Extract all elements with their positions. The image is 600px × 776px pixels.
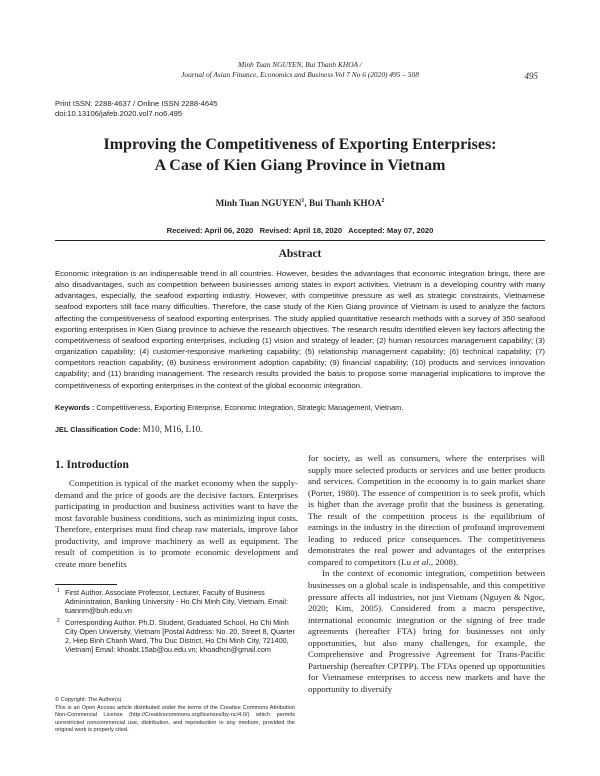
keywords-label: Keywords : (55, 403, 95, 412)
author-separator: , (304, 198, 310, 209)
header-divider (55, 240, 545, 241)
doi-line: doi:10.13106/jafeb.2020.vol7.no6.495 (55, 109, 183, 118)
abstract-body: Economic integration is an indispensable trend in all countries. However, besides the advantages that economic integration brings, there are also disadvantages, such as competition between businesses among states in export activities. Vietnam is a developing country with many advantages, especially, the seafood exporting industry. However, with competitive pressure as well as strategic constraints, Vietnamese seafood exporters still face many difficulties. Therefore, the case study of the Kien Giang province of Vietnam is used to analyze the factors affecting the competitiveness of seafood exporting enterprises. The study applied quantitative research methods with a survey of 350 seafood exporting enterprises in Kien Giang province to achieve the research objectives. The research results identified eleven key factors affecting the competitiveness of seafood exporting enterprises, including (1) vision and strategy of leader; (2) human resources management capability; (3) organization capability; (4) customer-responsive marketing capability; (5) relationship management capability; (6) technical capability; (7) competitors reaction capability; (8) business environment adoption capability; (9) financial capability; (10) products and services innovation capability; and (11) branding management. The research results provided the basis to propose some managerial implications to improve the competitiveness of exporting enterprises in the context of the global economic integration. (55, 269, 545, 390)
para-text: for society, as well as consumers, where the enterprises will supply more selected products or services and use better products and services. Competition in the economy is to gain market share (Porter, 1980). The essence of competition is to seek profit, which is higher than the average profit that the business is generating. The result of the competition process is the equilibrium of earnings in the industry in the direction of profound improvement leading to reduced price consequences. The competitiveness demonstrates the real power and advantages of the enterprises compared to competitors (Lu (308, 453, 545, 567)
license-text: This is an Open Access article distributed under the terms of the Creative Commons Attribution Non-Commercial License (http://Creativecommons.org/licenses/by-nc/4.0/) which permits unrestricted noncommercial use, distribution, and reproduction in any medium, provided the original work is properly cited. (55, 705, 295, 733)
title-line-1: Improving the Competitiveness of Exporting Enterprises: (103, 136, 497, 153)
keywords-text: Competitiveness, Exporting Enterprise, Economic Integration, Strategic Management, Vietnam. (94, 403, 404, 412)
footnote-2-mark: 2 (57, 617, 60, 624)
copyright-line: © Copyright: The Author(s) (55, 697, 122, 703)
author-1-mark: 1 (301, 198, 305, 204)
footnote-1-text: First Author. Associate Professor, Lecturer, Faculty of Business Administration, Banking University - Ho Chi Minh City, Vietnam. Email: tuannm@buh.edu.vn (65, 588, 289, 616)
intro-paragraph-1: Competition is typical of the market economy when the supply-demand and the price of goods are the decisive factors. Enterprises participating in production and business activities want to have the most favorable business conditions, such as minimizing input costs. Therefore, enterprises must find cheap raw materials, improve labor productivity, and improve machinery as well as equipment. The result of competition is to promote economic development and create more benefits (55, 478, 298, 569)
jel-codes: M10, M16, L10. (140, 424, 203, 434)
footnote-1 (55, 588, 295, 616)
footnotes (55, 588, 295, 656)
intro-paragraph-2: In the context of economic integration, competition between businesses on a global scale is indispensable, and this competitive pressure affects all industries, not just Vietnam (Nguyen & Ngoc, 2020; Kim, 2005). Considered from a macro perspective, international economic integration or the signing of free trade agreements (hereafter FTA) bring for businesses not only opportunities, but also many challenges, for example, the Comprehensive and Progressive Agreement for Trans-Pacific Partnership (hereafter CPTPP). The FTAs opened up opportunities for Vietnamese enterprises to access new markets and have the opportunity to diversify (308, 568, 545, 694)
running-head-journal: Journal of Asian Finance, Economics and Business Vol 7 No 6 (2020) 495 – 508 (181, 70, 419, 79)
keywords (55, 403, 545, 412)
left-column (55, 478, 298, 570)
footnote-2-text: Corresponding Author. Ph.D. Student, Graduated School, Ho Chi Minh City Open University, Vietnam [Postal Address: No. 20, Street 8, Quarter 2, Hiep Binh Chanh Ward, Thu Duc District, Ho Chi Minh City, 721400, Vietnam] Email: khoabt.15ab@ou.edu.vn; khoadhcn@gmail.com (65, 617, 295, 655)
author-1: Minh Tuan NGUYEN (215, 198, 302, 209)
running-head (0, 60, 600, 80)
para-text-end: , 2008). (430, 556, 459, 567)
abstract-heading: Abstract (278, 248, 322, 260)
author-2: Bui Thanh KHOA (309, 198, 382, 209)
intro-paragraph-1-continued (308, 453, 545, 568)
issn-line: Print ISSN: 2288-4637 / Online ISSN 2288-4645 (55, 99, 218, 108)
et-al: et al. (413, 556, 431, 567)
footnote-2 (55, 618, 295, 655)
issn-block (55, 99, 218, 119)
paper-title (40, 134, 560, 176)
author-2-mark: 2 (381, 198, 385, 204)
footnote-1-mark: 1 (57, 588, 60, 594)
copyright-notice (55, 697, 295, 734)
jel-label: JEL Classification Code: (55, 425, 141, 434)
right-column (308, 453, 545, 695)
author-list (0, 198, 600, 208)
jel-classification (55, 424, 545, 434)
section-heading-introduction: 1. Introduction (55, 459, 129, 471)
title-line-2: A Case of Kien Giang Province in Vietnam (154, 157, 446, 174)
footnote-divider (55, 584, 117, 585)
article-dates: Received: April 06, 2020 Revised: April 18, 2020 Accepted: May 07, 2020 (166, 226, 434, 235)
page-number: 495 (524, 71, 538, 81)
running-head-authors: Minh Tuan NGUYEN, Bui Thanh KHOA / (238, 60, 362, 69)
